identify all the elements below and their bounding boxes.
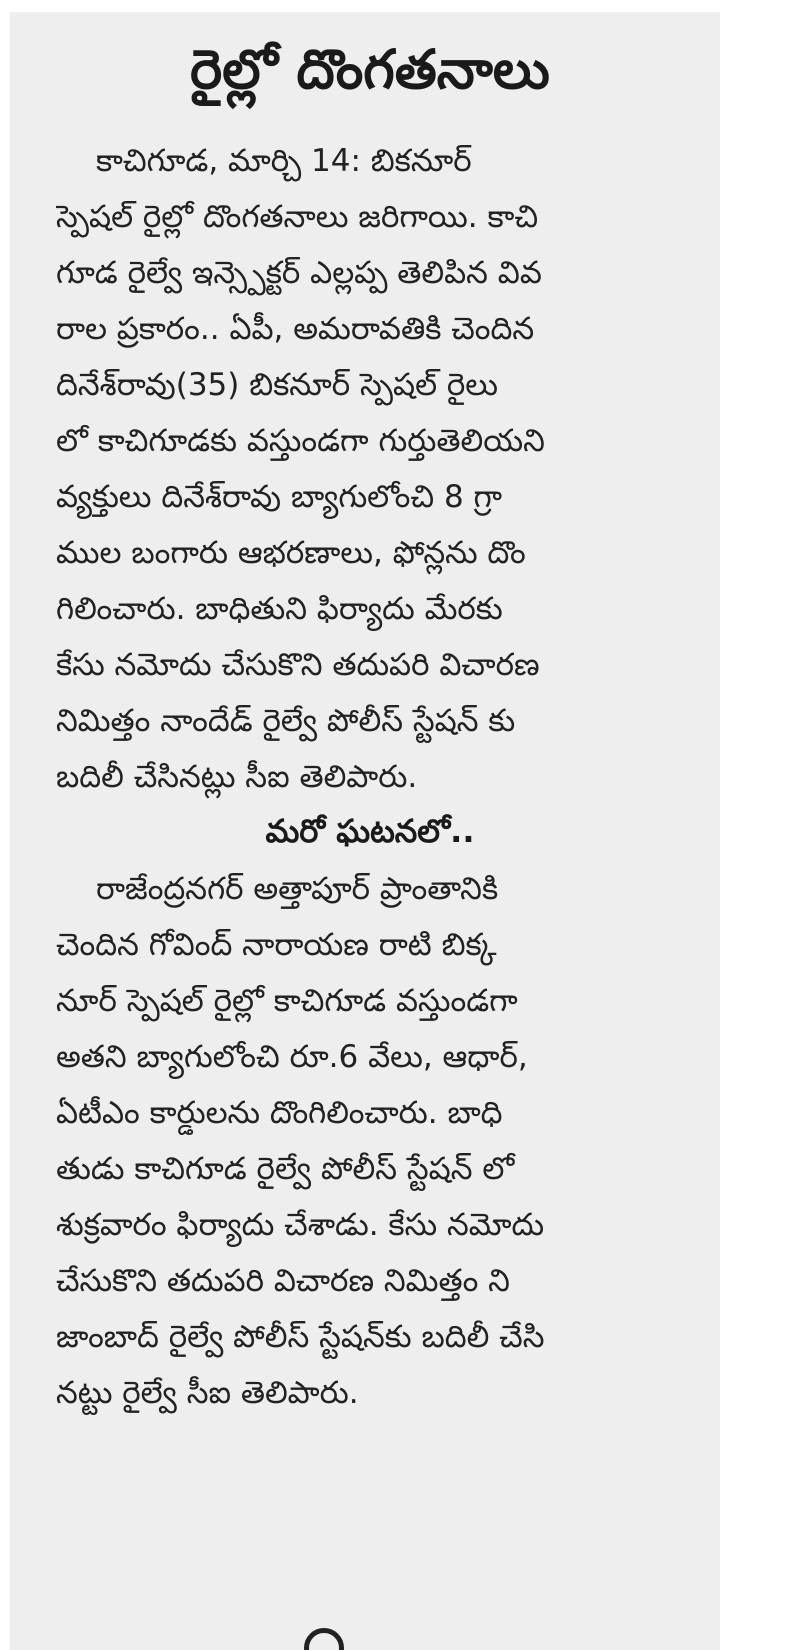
article-line: నిమిత్తం నాందేడ్ రైల్వే పోలీస్ స్టేషన్ కు — [56, 703, 516, 739]
article-line: లో కాచిగూడకు వస్తుండగా గుర్తుతెలియని — [56, 423, 545, 459]
article-line: స్పెషల్ రైల్లో దొంగతనాలు జరిగాయి. కాచి — [56, 199, 539, 235]
article-headline: రైల్లో దొంగతనాలు — [190, 38, 550, 101]
article-line: కాచిగూడ, మార్చి 14: బికనూర్ — [96, 143, 472, 179]
article-line: గిలించారు. బాధితుని ఫిర్యాదు మేరకు — [56, 591, 503, 627]
article-line: వ్యక్తులు దినేశ్‌రావు బ్యాగులోంచి 8 గ్రా — [56, 479, 503, 515]
article-line: నూర్ స్పెషల్ రైల్లో కాచిగూడ వస్తుండగా — [56, 983, 518, 1019]
article-line: రాల ప్రకారం.. ఏపీ, అమరావతికి చెందిన — [56, 311, 535, 347]
article-line: చెందిన గోవింద్ నారాయణ రాటి బిక్క — [56, 927, 497, 963]
article-line: నట్టు రైల్వే సీఐ తెలిపారు. — [56, 1375, 359, 1411]
article-line: చేసుకొని తదుపరి విచారణ నిమిత్తం ని — [56, 1263, 510, 1299]
clipping-edge-mark — [300, 1628, 344, 1650]
article-line: కేసు నమోదు చేసుకొని తదుపరి విచారణ — [56, 647, 540, 683]
article-line: దినేశ్‌రావు(35) బికనూర్ స్పెషల్ రైలు — [56, 367, 499, 403]
article-line: అతని బ్యాగులోంచి రూ.6 వేలు, ఆధార్, — [56, 1039, 528, 1075]
article-line: ముల బంగారు ఆభరణాలు, ఫోన్లను దొం — [56, 535, 526, 571]
article-line: శుక్రవారం ఫిర్యాదు చేశాడు. కేసు నమోదు — [56, 1207, 545, 1243]
article-line: రాజేంద్రనగర్ అత్తాపూర్ ప్రాంతానికి — [96, 871, 499, 907]
article-line: బదిలీ చేసినట్లు సీఐ తెలిపారు. — [56, 759, 418, 795]
article-subhead: మరో ఘటనలో.. — [265, 812, 475, 850]
article-line: జాంబాద్ రైల్వే పోలీస్ స్టేషన్‌కు బదిలీ చేసి — [56, 1319, 545, 1355]
article-line: తుడు కాచిగూడ రైల్వే పోలీస్ స్టేషన్ లో — [56, 1151, 515, 1187]
article-line: గూడ రైల్వే ఇన్స్పెక్టర్ ఎల్లప్ప తెలిపిన వివ — [56, 255, 542, 291]
article-line: ఏటీఎం కార్డులను దొంగిలించారు. బాధి — [56, 1095, 503, 1131]
